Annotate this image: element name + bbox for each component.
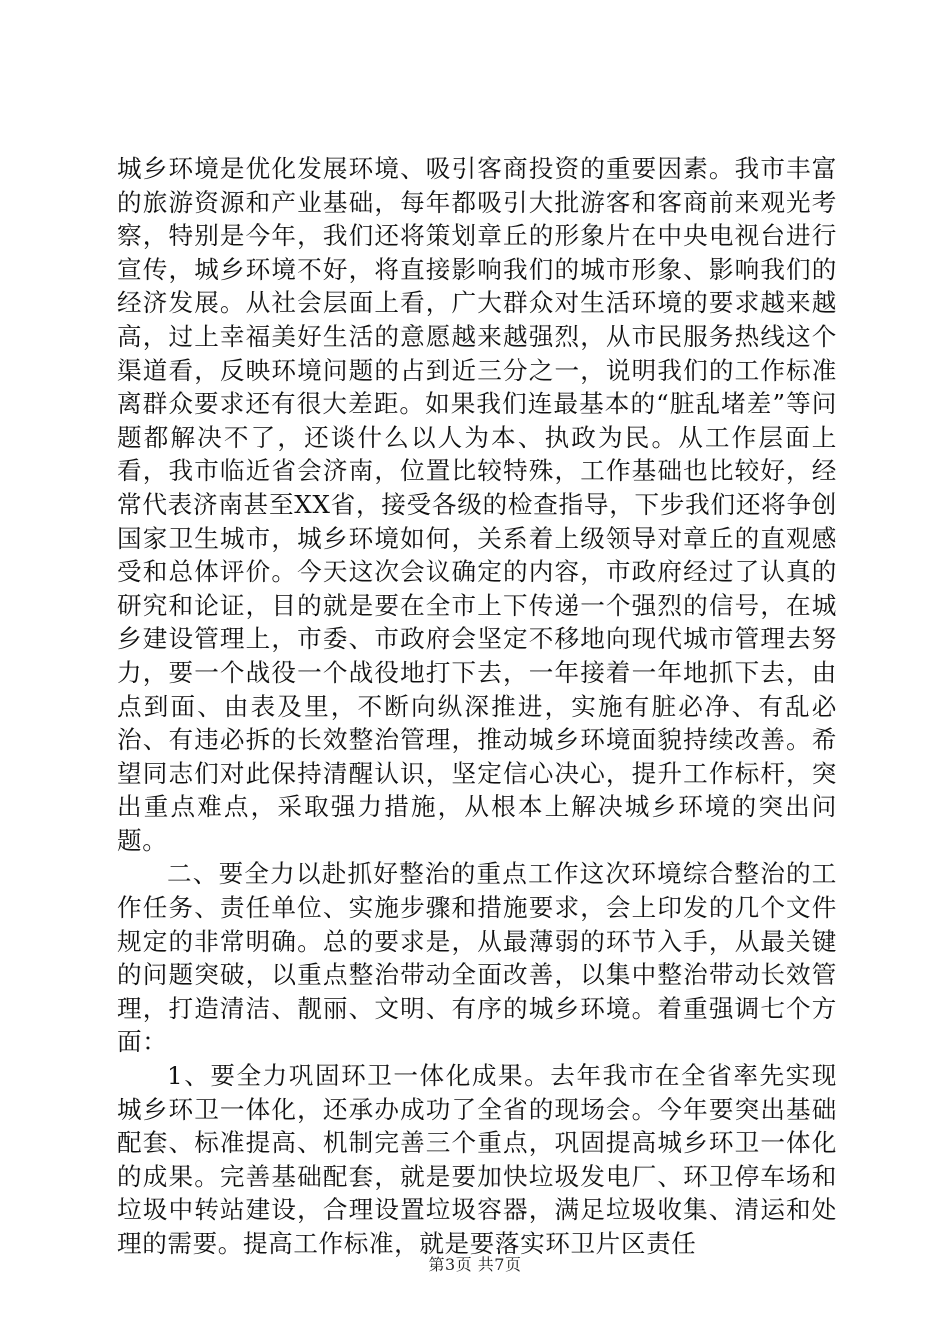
page-footer	[0, 1254, 950, 1276]
paragraph-1: 城乡环境是优化发展环境、吸引客商投资的重要因素。我市丰富的旅游资源和产业基础，每年都吸引大批游客和客商前来观光考察，特别是今年，我们还将策划章丘的形象片在中央电视台进行宣传，城乡环境不好，将直接影响我们的城市形象、影响我们的经济发展。从社会层面上看，广大群众对生活环境的要求越来越高，过上幸福美好生活的意愿越来越强烈，从市民服务热线这个渠道看，反映环境问题的占到近三分之一，说明我们的工作标准离群众要求还有很大差距。如果我们连最基本的“脏乱堵差”等问题都解决不了，还谈什么以人为本、执政为民。从工作层面上看，我市临近省会济南，位置比较特殊，工作基础也比较好，经常代表济南甚至XX省，接受各级的检查指导，下步我们还将争创国家卫生城市，城乡环境如何，关系着上级领导对章丘的直观感受和总体评价。今天这次会议确定的内容，市政府经过了认真的研究和论证，目的就是要在全市上下传递一个强烈的信号，在城乡建设管理上，市委、市政府会坚定不移地向现代城市管理去努力，要一个战役一个战役地打下去，一年接着一年地抓下去，由点到面、由表及里，不断向纵深推进，实施有脏必净、有乱必治、有违必拆的长效整治管理，推动城乡环境面貌持续改善。希望同志们对此保持清醒认识，坚定信心决心，提升工作标杆，突出重点难点，采取强力措施，从根本上解决城乡环境的突出问题。	[117, 154, 837, 855]
paragraph-3: 1、要全力巩固环卫一体化成果。去年我市在全省率先实现城乡环卫一体化，还承办成功了全省的现场会。今年要突出基础配套、标准提高、机制完善三个重点，巩固提高城乡环卫一体化的成果。完善基础配套，就是要加快垃圾发电厂、环卫停车场和垃圾中转站建设，合理设置垃圾容器，满足垃圾收集、清运和处理的需要。提高工作标准，就是要落实环卫片区责任	[117, 1061, 837, 1258]
page-number-indicator: 第3页 共7页	[428, 1255, 522, 1274]
document-body	[117, 152, 837, 1261]
paragraph-2: 二、要全力以赴抓好整治的重点工作这次环境综合整治的工作任务、责任单位、实施步骤和措施要求，会上印发的几个文件规定的非常明确。总的要求是，从最薄弱的环节入手，从最关键的问题突破，以重点整治带动全面改善，以集中整治带动长效管理，打造清洁、靓丽、文明、有序的城乡环境。着重强调七个方面：	[117, 859, 837, 1057]
